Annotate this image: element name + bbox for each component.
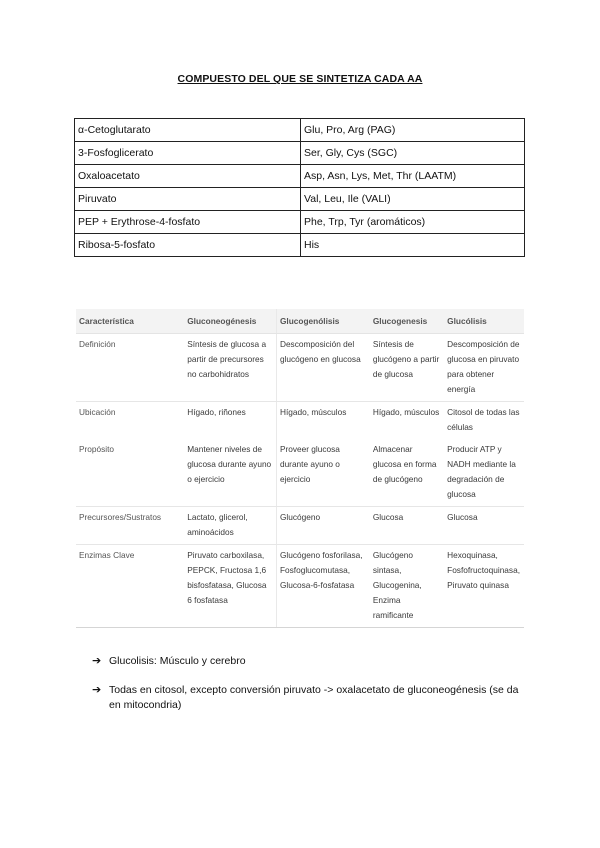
bullet-list: [92, 654, 532, 727]
header-row: [76, 309, 524, 334]
table-row: [75, 119, 525, 142]
aminoacids-cell: Asp, Asn, Lys, Met, Thr (LAATM): [301, 165, 525, 188]
table-cell: Glucógeno: [276, 507, 369, 545]
header-cell: Glucogenólisis: [276, 309, 369, 334]
table-cell: Piruvato carboxilasa, PEPCK, Fructosa 1,6 bisfosfatasa, Glucosa 6 fosfatasa: [184, 545, 276, 628]
amino-acid-precursor-table: [74, 118, 525, 257]
precursor-cell: Oxaloacetato: [75, 165, 301, 188]
table-cell: Lactato, glicerol, aminoácidos: [184, 507, 276, 545]
table-cell: Proveer glucosa durante ayuno o ejercicio: [276, 439, 369, 507]
precursor-cell: Ribosa-5-fosfato: [75, 234, 301, 257]
table-cell: Hexoquinasa, Fosfofructoquinasa, Piruvato quinasa: [444, 545, 524, 628]
metabolism-comparison-table: [76, 309, 524, 628]
page-title: COMPUESTO DEL QUE SE SINTETIZA CADA AA: [177, 73, 423, 85]
row-label: Enzimas Clave: [76, 545, 184, 628]
row-label: Propósito: [76, 439, 184, 507]
table-cell: Descomposición del glucógeno en glucosa: [276, 334, 369, 402]
table-cell: Glucógeno fosforilasa, Fosfoglucomutasa, Glucosa-6-fosfatasa: [276, 545, 369, 628]
list-item: [92, 683, 532, 713]
precursor-cell: 3-Fosfoglicerato: [75, 142, 301, 165]
aminoacids-cell: Val, Leu, Ile (VALI): [301, 188, 525, 211]
table-cell: Glucosa: [444, 507, 524, 545]
row-label: Definición: [76, 334, 184, 402]
bullet-text: Glucolisis: Músculo y cerebro: [109, 655, 246, 667]
table-row: [76, 402, 524, 440]
precursor-cell: Piruvato: [75, 188, 301, 211]
precursor-cell: α-Cetoglutarato: [75, 119, 301, 142]
table-cell: Mantener niveles de glucosa durante ayuno o ejercicio: [184, 439, 276, 507]
header-cell: Glucogenesis: [370, 309, 444, 334]
table-row: [75, 234, 525, 257]
table-cell: Producir ATP y NADH mediante la degradación de glucosa: [444, 439, 524, 507]
header-cell: Gluconeogénesis: [184, 309, 276, 334]
arrow-right-icon: ➔: [92, 684, 102, 696]
bullet-text: Todas en citosol, excepto conversión piruvato -> oxalacetato de gluconeogénesis (se da en mitocondria): [109, 684, 519, 711]
table-row: [75, 211, 525, 234]
table-row: [76, 439, 524, 507]
aminoacids-cell: Glu, Pro, Arg (PAG): [301, 119, 525, 142]
aminoacids-cell: Phe, Trp, Tyr (aromáticos): [301, 211, 525, 234]
table-row: [75, 142, 525, 165]
table-cell: Hígado, músculos: [372, 407, 440, 417]
table-cell: Glucógeno sintasa, Glucogenina, Enzima ramificante: [370, 545, 444, 628]
table-row: [75, 165, 525, 188]
table-cell: Hígado, músculos: [279, 407, 347, 417]
table-cell: Citosol de todas las células: [447, 407, 520, 432]
table-row: [76, 545, 524, 628]
aminoacids-cell: His: [301, 234, 525, 257]
table-cell: Síntesis de glucosa a partir de precursores no carbohidratos: [184, 334, 276, 402]
header-cell: Característica: [76, 309, 184, 334]
table-row: [75, 188, 525, 211]
arrow-right-icon: ➔: [92, 655, 102, 667]
aminoacids-cell: Ser, Gly, Cys (SGC): [301, 142, 525, 165]
row-label: Precursores/Sustratos: [76, 507, 184, 545]
table-cell: Almacenar glucosa en forma de glucógeno: [370, 439, 444, 507]
table-cell: Hígado, riñones: [184, 402, 276, 440]
table-cell: Descomposición de glucosa en piruvato para obtener energía: [444, 334, 524, 402]
table-row: [76, 334, 524, 402]
list-item: [92, 654, 532, 669]
precursor-cell: PEP + Erythrose-4-fosfato: [75, 211, 301, 234]
header-cell: Glucólisis: [444, 309, 524, 334]
table-cell: Síntesis de glucógeno a partir de glucosa: [370, 334, 444, 402]
table-cell: Glucosa: [370, 507, 444, 545]
table-row: [76, 507, 524, 545]
row-label: Ubicación: [79, 407, 116, 417]
